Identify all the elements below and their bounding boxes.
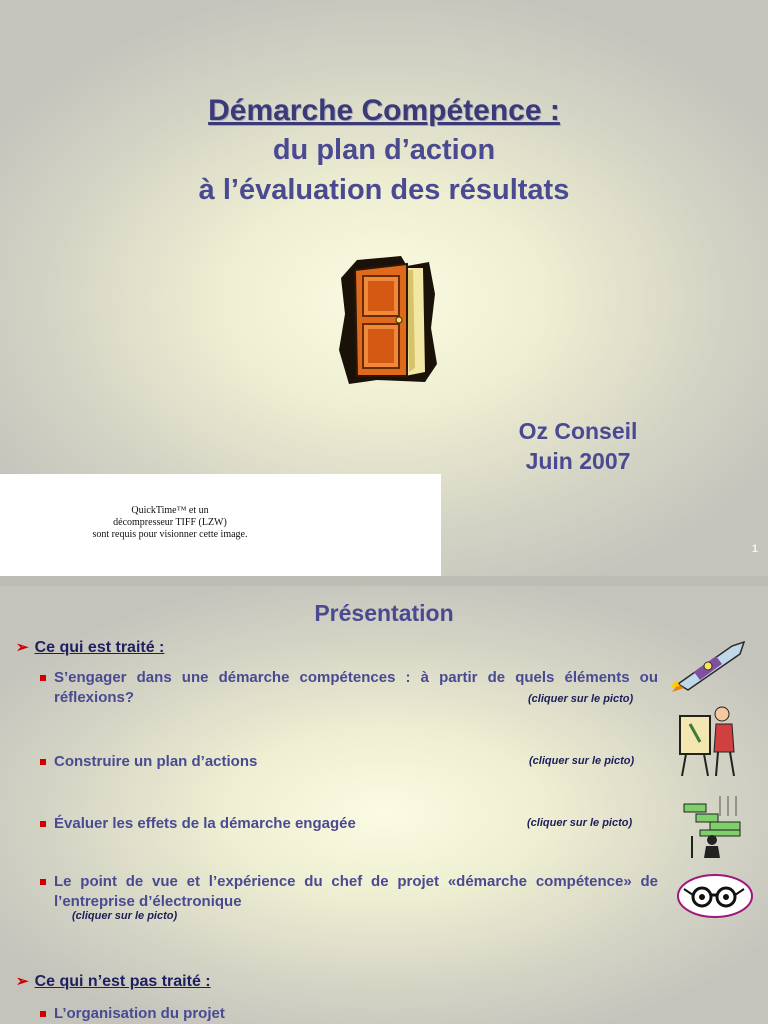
list-item: Évaluer les effets de la démarche engagée bbox=[54, 814, 658, 834]
placeholder-line-2: décompresseur TIFF (LZW) bbox=[113, 517, 227, 528]
stairs-icon[interactable] bbox=[680, 796, 750, 862]
section-heading-covered: ➢ Ce qui est traité : bbox=[16, 639, 165, 656]
click-picto-link[interactable]: (cliquer sur le picto) bbox=[527, 817, 633, 829]
presentation-date: Juin 2007 bbox=[525, 448, 631, 474]
placeholder-line-1: QuickTime™ et un bbox=[131, 505, 209, 516]
easel-icon[interactable] bbox=[676, 702, 742, 778]
list-item: S’engager dans une démarche compétences : à partir de quels éléments ou réflexions? bbox=[54, 669, 658, 706]
slide-2 bbox=[0, 586, 768, 1024]
slide-separator bbox=[0, 576, 768, 586]
list-item: Le point de vue et l’expérience du chef de projet «démarche compétence» de l’entreprise d’électronique bbox=[54, 873, 658, 910]
section-heading-not-covered: ➢ Ce qui n’est pas traité : bbox=[16, 973, 211, 990]
placeholder-line-3: sont requis pour visionner cette image. bbox=[92, 529, 248, 540]
click-picto-link[interactable]: (cliquer sur le picto) bbox=[528, 693, 634, 705]
image-placeholder bbox=[0, 474, 441, 576]
glasses-icon[interactable] bbox=[676, 873, 754, 919]
list-item: Construire un plan d’actions bbox=[54, 752, 658, 772]
slide-title: Démarche Compétence : bbox=[208, 94, 560, 127]
click-picto-link[interactable]: (cliquer sur le picto) bbox=[529, 755, 635, 767]
page-number: 1 bbox=[751, 543, 758, 555]
door-icon bbox=[337, 254, 441, 386]
list-item: L’organisation du projet bbox=[54, 1004, 658, 1024]
rocket-icon[interactable] bbox=[672, 636, 750, 692]
click-picto-link[interactable]: (cliquer sur le picto) bbox=[72, 910, 178, 922]
slide-subtitle-line-1: du plan d’action bbox=[272, 134, 496, 166]
slide-subtitle-line-2: à l’évaluation des résultats bbox=[198, 174, 570, 206]
author-name: Oz Conseil bbox=[518, 418, 638, 444]
arrow-bullet-icon: ➢ bbox=[16, 639, 29, 656]
arrow-bullet-icon: ➢ bbox=[16, 973, 29, 990]
slide-title: Présentation bbox=[314, 600, 454, 626]
